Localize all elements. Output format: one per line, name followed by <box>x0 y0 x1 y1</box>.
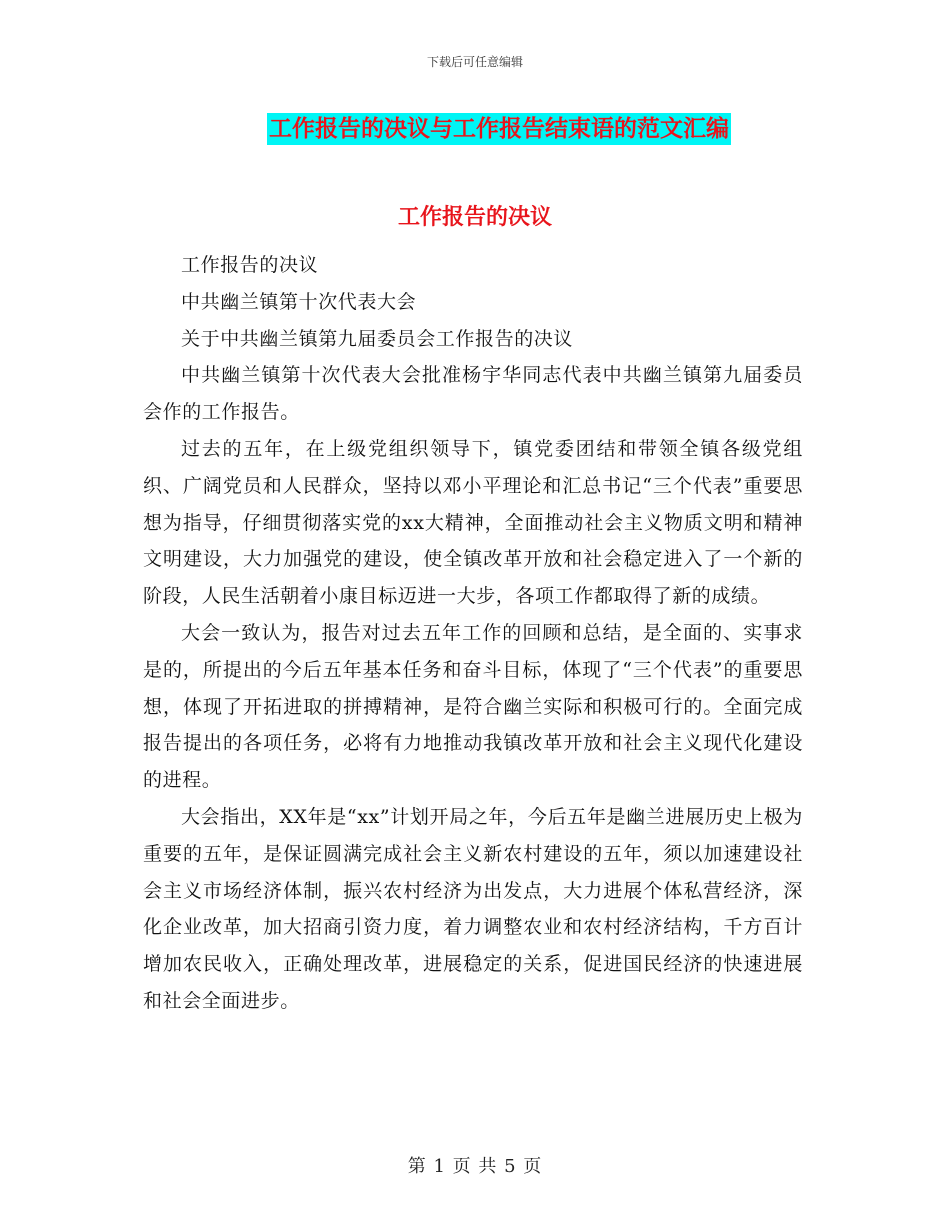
document-title-container <box>0 113 950 145</box>
document-body <box>143 247 803 1020</box>
page-number-footer: 第 1 页 共 5 页 <box>407 1156 543 1177</box>
body-paragraph: 关于中共幽兰镇第九届委员会工作报告的决议 <box>181 327 574 350</box>
header-note: 下载后可任意编辑 <box>426 55 523 69</box>
body-paragraph: 大会一致认为，报告对过去五年工作的回顾和总结，是全面的、实事求是的，所提出的今后五年基本任务和奋斗目标，体现了“三个代表”的重要思想，体现了开拓进取的拼搏精神，是符合幽兰实际和积极可行的。全面完成报告提出的各项任务，必将有力地推动我镇改革开放和社会主义现代化建设的进程。 <box>143 621 803 792</box>
body-paragraph: 过去的五年，在上级党组织领导下，镇党委团结和带领全镇各级党组织、广阔党员和人民群众，坚持以邓小平理论和汇总书记“三个代表”重要思想为指导，仔细贯彻落实党的xx大精神，全面推动社会主义物质文明和精神文明建设，大力加强党的建设，使全镇改革开放和社会稳定进入了一个新的阶段，人民生活朝着小康目标迈进一大步，各项工作都取得了新的成绩。 <box>143 437 803 608</box>
body-paragraph: 中共幽兰镇第十次代表大会 <box>181 290 417 313</box>
section-title: 工作报告的决议 <box>397 204 552 230</box>
body-paragraph: 大会指出，XX年是“xx”计划开局之年，今后五年是幽兰进展历史上极为重要的五年，是保证圆满完成社会主义新农村建设的五年，须以加速建设社会主义市场经济体制，振兴农村经济为出发点，大力进展个体私营经济，深化企业改革，加大招商引资力度，着力调整农业和农村经济结构，千方百计增加农民收入，正确处理改革，进展稳定的关系，促进国民经济的快速进展和社会全面进步。 <box>143 805 803 1012</box>
document-title: 工作报告的决议与工作报告结束语的范文汇编 <box>267 113 731 145</box>
body-paragraph: 中共幽兰镇第十次代表大会批准杨宇华同志代表中共幽兰镇第九届委员会作的工作报告。 <box>143 364 803 424</box>
body-paragraph: 工作报告的决议 <box>181 254 319 276</box>
